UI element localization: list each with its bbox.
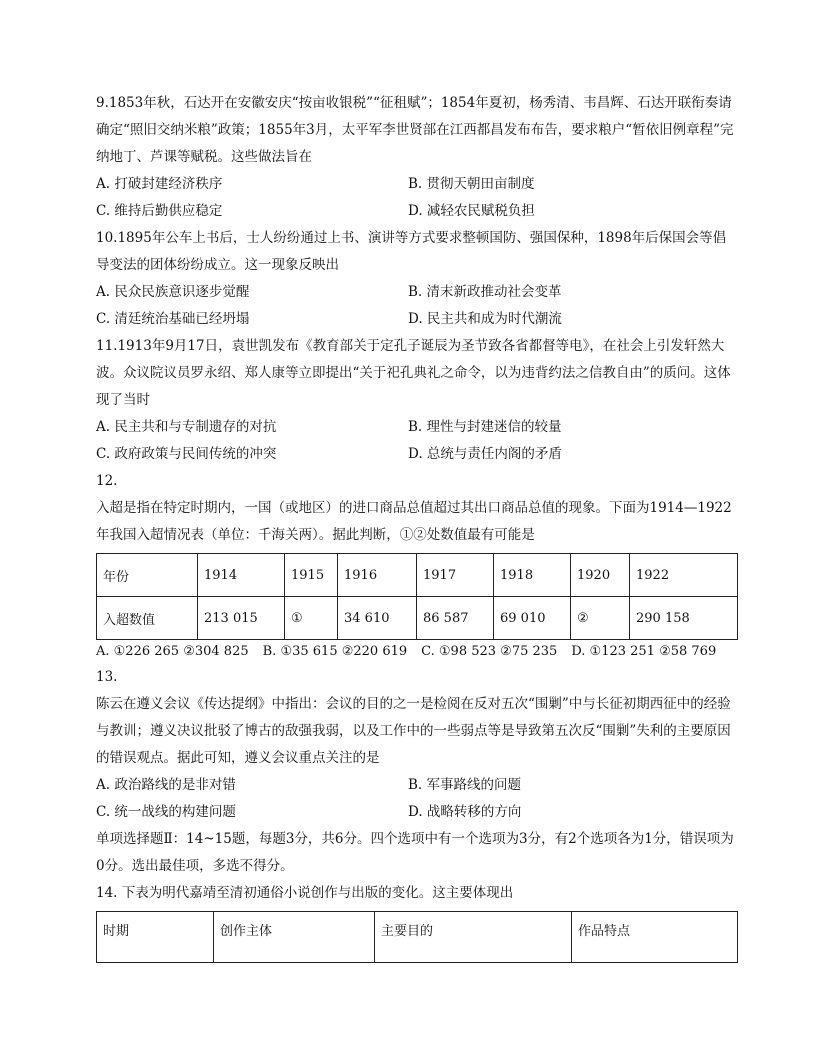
table-row — [97, 554, 738, 597]
table-cell: 69 010 — [494, 597, 571, 640]
table-cell: ① — [285, 597, 338, 640]
table-cell: 创作主体 — [214, 912, 375, 963]
q12-stem: 入超是指在特定时期内，一国（或地区）的进口商品总值超过其出口商品总值的现象。下面为1914—1922年我国入超情况表（单位：千海关两）。据此判断，①②处数值最有可能是 — [96, 500, 732, 543]
table-cell: 年份 — [97, 554, 198, 597]
table-cell: 1914 — [198, 554, 285, 597]
q12-number: 12. — [96, 473, 118, 489]
table-cell: 作品特点 — [572, 912, 738, 963]
table-row — [97, 912, 738, 963]
q11-option-d: D. 总统与责任内阁的矛盾 — [408, 446, 562, 462]
q13-stem: 陈云在遵义会议《传达提纲》中指出：会议的目的之一是检阅在反对五次“围剿”中与长征初期西征中的经验与教训；遵义决议批驳了博古的敌强我弱，以及工作中的一些弱点等是导致第五次反“围剿”失利的主要原因的错误观点。据此可知，遵义会议重点关注的是 — [96, 696, 731, 766]
q13-option-d: D. 战略转移的方向 — [408, 804, 522, 820]
q10-option-c: C. 清廷统治基础已经坍塌 — [96, 311, 250, 327]
q11-option-b: B. 理性与封建迷信的较量 — [408, 419, 562, 435]
table-cell: 1915 — [285, 554, 338, 597]
q10-option-b: B. 清末新政推动社会变革 — [408, 284, 562, 300]
q13-option-c: C. 统一战线的构建问题 — [96, 804, 236, 820]
q9-option-b: B. 贯彻天朝田亩制度 — [408, 176, 535, 192]
q11-option-c: C. 政府政策与民间传统的冲突 — [96, 446, 277, 462]
exam-page — [96, 90, 738, 963]
q14-novel-table — [96, 911, 738, 963]
q13-options-row1 — [96, 772, 738, 799]
q9-option-d: D. 减轻农民赋税负担 — [408, 203, 535, 219]
q13-number: 13. — [96, 669, 118, 685]
q13-option-b: B. 军事路线的问题 — [408, 777, 522, 793]
q11-options-row2 — [96, 441, 738, 468]
section2-instructions: 单项选择题Ⅱ：14~15题，每题3分，共6分。四个选项中有一个选项为3分，有2个选项各为1分，错误项为0分。选出最佳项，多选不得分。 — [96, 831, 734, 874]
q10-option-a: A. 民众民族意识逐步觉醒 — [96, 284, 250, 300]
q10-options-row2 — [96, 306, 738, 333]
table-cell: 1920 — [571, 554, 630, 597]
q12-options — [96, 640, 738, 664]
table-cell: 主要目的 — [375, 912, 572, 963]
q9-option-a: A. 打破封建经济秩序 — [96, 176, 223, 192]
table-cell: 入超数值 — [97, 597, 198, 640]
q11-options-row1 — [96, 414, 738, 441]
table-cell: 1916 — [338, 554, 417, 597]
table-cell: ② — [571, 597, 630, 640]
q10-stem: 10.1895年公车上书后，士人纷纷通过上书、演讲等方式要求整顿国防、强国保种，1898年后保国会等倡导变法的团体纷纷成立。这一现象反映出 — [96, 230, 727, 273]
q12-import-table — [96, 553, 738, 640]
table-cell: 290 158 — [630, 597, 738, 640]
q13-options-row2 — [96, 799, 738, 826]
table-cell: 时期 — [97, 912, 214, 963]
q13-option-a: A. 政治路线的是非对错 — [96, 777, 236, 793]
table-cell: 1922 — [630, 554, 738, 597]
q12-option-b: B. ①35 615 ②220 619 — [262, 644, 408, 659]
q9-options-row2 — [96, 198, 738, 225]
table-cell: 1918 — [494, 554, 571, 597]
table-cell: 86 587 — [417, 597, 494, 640]
q10-option-d: D. 民主共和成为时代潮流 — [408, 311, 562, 327]
q9-stem: 9.1853年秋，石达开在安徽安庆“按亩收银税”“征租赋”；1854年夏初，杨秀清、韦昌辉、石达开联衔奏请确定“照旧交纳米粮”政策；1855年3月，太平军李世贤部在江西都昌发布布告，要求粮户“暂依旧例章程”完纳地丁、芦课等赋税。这些做法旨在 — [96, 95, 734, 165]
table-cell: 213 015 — [198, 597, 285, 640]
table-cell: 34 610 — [338, 597, 417, 640]
q12-option-d: D. ①123 251 ②58 769 — [571, 644, 717, 659]
q12-option-c: C. ①98 523 ②75 235 — [421, 644, 558, 659]
table-cell: 1917 — [417, 554, 494, 597]
table-row — [97, 597, 738, 640]
q9-options-row1 — [96, 171, 738, 198]
q11-option-a: A. 民主共和与专制遗存的对抗 — [96, 419, 277, 435]
q9-option-c: C. 维持后勤供应稳定 — [96, 203, 223, 219]
q11-stem: 11.1913年9月17日，袁世凯发布《教育部关于定孔子诞辰为圣节致各省都督等电》，在社会上引发轩然大波。众议院议员罗永绍、郑人康等立即提出“关于祀孔典礼之命令，以为违背约法之信教自由”的质问。这体现了当时 — [96, 338, 731, 408]
q10-options-row1 — [96, 279, 738, 306]
q12-option-a: A. ①226 265 ②304 825 — [96, 644, 249, 659]
q14-stem: 14. 下表为明代嘉靖至清初通俗小说创作与出版的变化。这主要体现出 — [96, 885, 514, 901]
